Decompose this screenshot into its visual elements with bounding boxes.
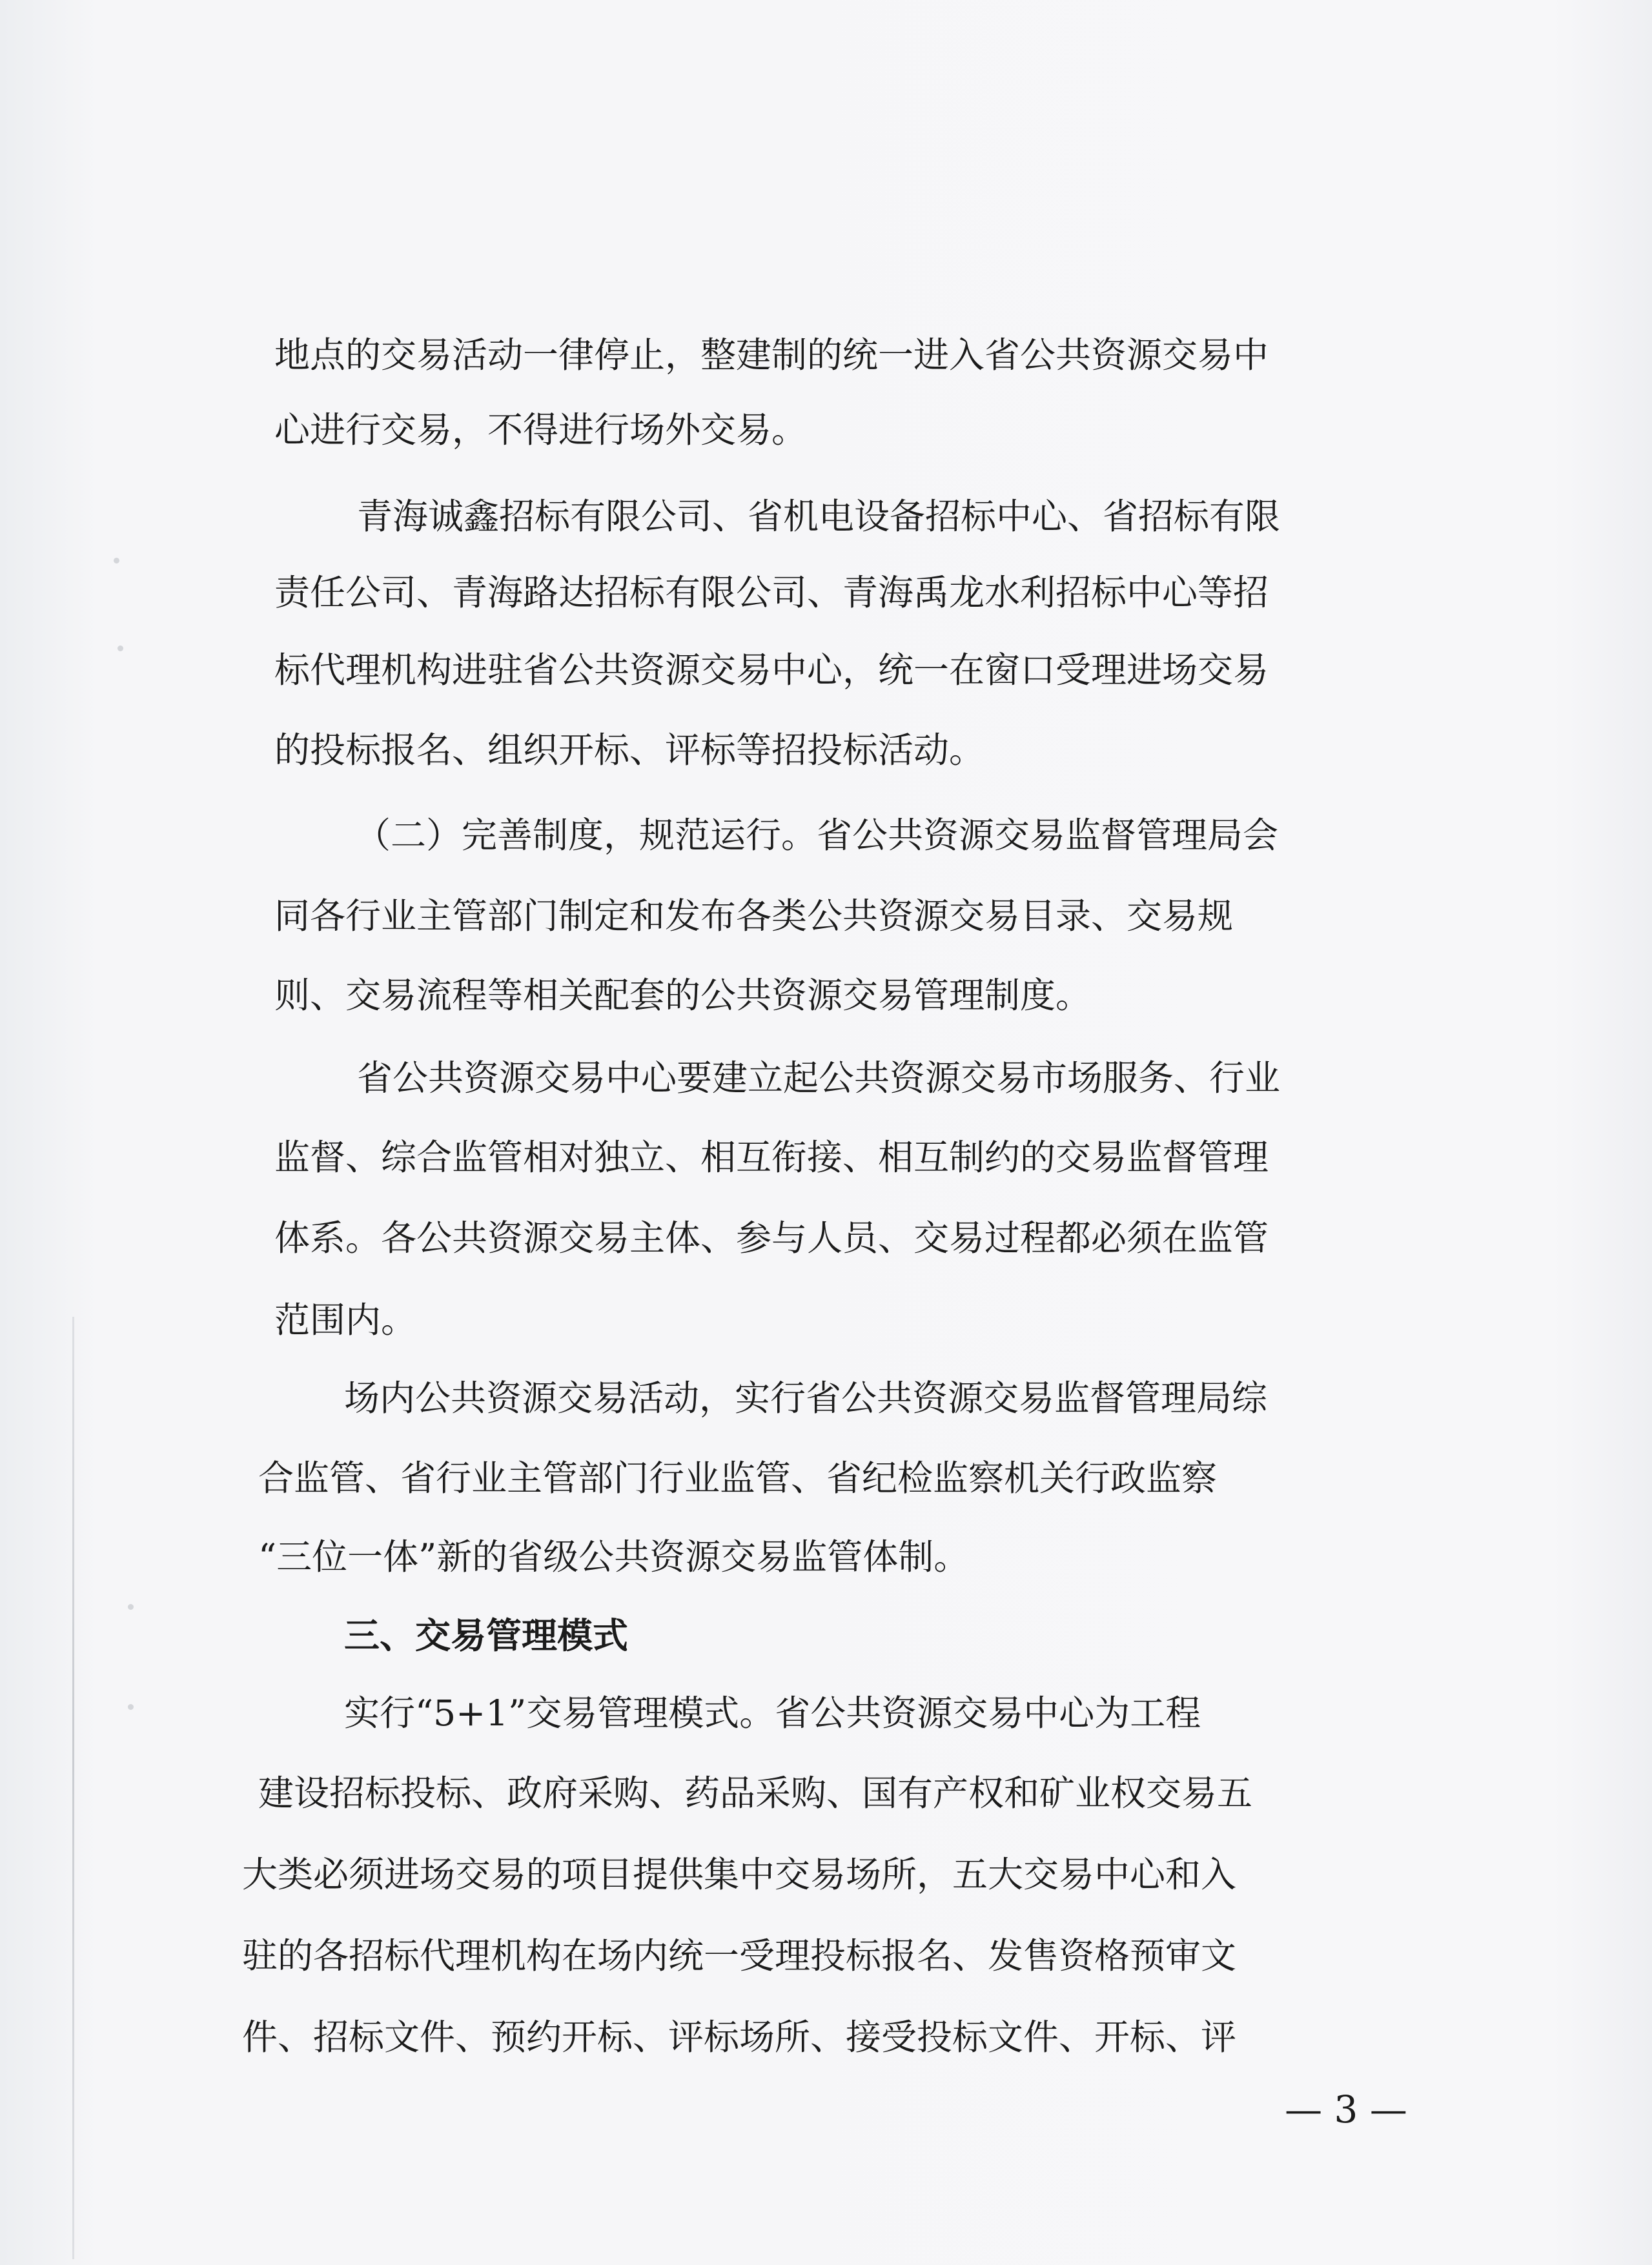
paragraph-3-line-3: 则、交易流程等相关配套的公共资源交易管理制度。 bbox=[274, 975, 1092, 1016]
paragraph-6-line-2: 建设招标投标、政府采购、药品采购、国有产权和矿业权交易五 bbox=[258, 1772, 1253, 1814]
paragraph-5-line-2: 合监管、省行业主管部门行业监管、省纪检监察机关行政监察 bbox=[258, 1458, 1218, 1499]
paragraph-3-line-2: 同各行业主管部门制定和发布各类公共资源交易目录、交易规 bbox=[274, 895, 1234, 937]
paragraph-4-line-3: 体系。各公共资源交易主体、参与人员、交易过程都必须在监管 bbox=[274, 1217, 1269, 1259]
paragraph-2-line-1: 青海诚鑫招标有限公司、省机电设备招标中心、省招标有限 bbox=[357, 496, 1281, 537]
paragraph-4-line-2: 监督、综合监管相对独立、相互衔接、相互制约的交易监督管理 bbox=[274, 1137, 1269, 1178]
scan-speck bbox=[128, 1704, 134, 1710]
paragraph-6-line-5: 件、招标文件、预约开标、评标场所、接受投标文件、开标、评 bbox=[242, 2016, 1237, 2058]
paragraph-6-line-4: 驻的各招标代理机构在场内统一受理投标报名、发售资格预审文 bbox=[242, 1935, 1237, 1976]
scan-speck bbox=[117, 645, 123, 651]
paragraph-2-line-3: 标代理机构进驻省公共资源交易中心，统一在窗口受理进场交易 bbox=[274, 649, 1269, 691]
section-heading: 三、交易管理模式 bbox=[344, 1615, 629, 1656]
paragraph-2-line-4: 的投标报名、组织开标、评标等招投标活动。 bbox=[274, 729, 985, 771]
scan-edge-mark bbox=[72, 1317, 74, 2259]
paragraph-4-line-1: 省公共资源交易中心要建立起公共资源交易市场服务、行业 bbox=[357, 1057, 1281, 1099]
page-number: — 3 — bbox=[1285, 2087, 1407, 2131]
scan-speck bbox=[114, 558, 119, 564]
paragraph-6-line-3: 大类必须进场交易的项目提供集中交易场所，五大交易中心和入 bbox=[242, 1854, 1237, 1895]
paragraph-2-line-2: 责任公司、青海路达招标有限公司、青海禹龙水利招标中心等招 bbox=[274, 572, 1269, 613]
paragraph-5-line-3: “三位一体”新的省级公共资源交易监管体制。 bbox=[258, 1536, 970, 1578]
paragraph-3-line-1: （二）完善制度，规范运行。省公共资源交易监督管理局会 bbox=[355, 815, 1279, 856]
paragraph-5-line-1: 场内公共资源交易活动，实行省公共资源交易监督管理局综 bbox=[344, 1377, 1268, 1419]
paragraph-1-line-2: 心进行交易，不得进行场外交易。 bbox=[274, 409, 808, 451]
paragraph-6-line-1: 实行“5+1”交易管理模式。省公共资源交易中心为工程 bbox=[344, 1692, 1201, 1734]
paragraph-4-line-4: 范围内。 bbox=[274, 1299, 417, 1341]
scan-speck bbox=[128, 1604, 134, 1610]
paragraph-1-line-1: 地点的交易活动一律停止，整建制的统一进入省公共资源交易中 bbox=[274, 334, 1269, 376]
